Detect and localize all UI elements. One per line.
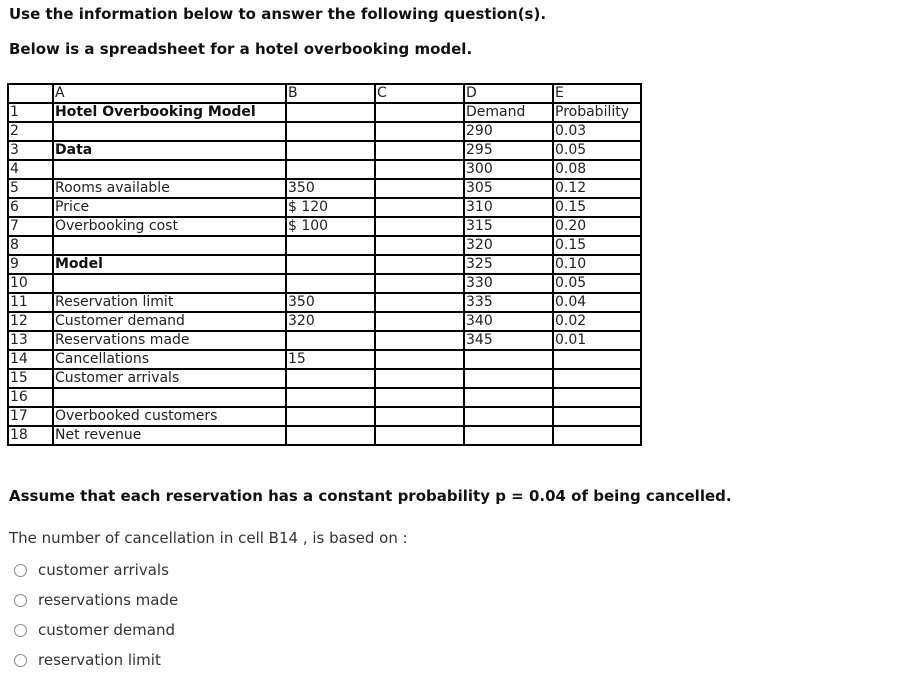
cell-b14: 15: [286, 350, 375, 369]
corner-cell: [8, 84, 53, 103]
cell-c14: [375, 350, 464, 369]
spreadsheet-row: [8, 350, 641, 369]
cell-d14: [464, 350, 553, 369]
cell-e12: 0.02: [553, 312, 641, 331]
cell-d3: 295: [464, 141, 553, 160]
cell-b5: 350: [286, 179, 375, 198]
cell-b13: [286, 331, 375, 350]
cell-c10: [375, 274, 464, 293]
cell-a18: Net revenue: [53, 426, 286, 445]
column-header-c: C: [375, 84, 464, 103]
cell-e16: [553, 388, 641, 407]
spreadsheet-row: [8, 426, 641, 445]
cell-a10: [53, 274, 286, 293]
cell-a11: Reservation limit: [53, 293, 286, 312]
cell-b10: [286, 274, 375, 293]
cell-a1: Hotel Overbooking Model: [53, 103, 286, 122]
column-header-row: [8, 84, 641, 103]
cell-e6: 0.15: [553, 198, 641, 217]
cell-d18: [464, 426, 553, 445]
cell-a8: [53, 236, 286, 255]
cell-b2: [286, 122, 375, 141]
cell-e4: 0.08: [553, 160, 641, 179]
instruction-heading: Use the information below to answer the following question(s).: [9, 5, 547, 23]
cell-e9: 0.10: [553, 255, 641, 274]
cell-e3: 0.05: [553, 141, 641, 160]
spreadsheet-row: [8, 198, 641, 217]
cell-e18: [553, 426, 641, 445]
answer-option-label[interactable]: reservations made: [38, 591, 179, 609]
answer-option[interactable]: [14, 645, 178, 675]
column-header-a: A: [53, 84, 286, 103]
spreadsheet-table: [7, 83, 642, 446]
spreadsheet-row: [8, 179, 641, 198]
spreadsheet-row: [8, 331, 641, 350]
cell-e11: 0.04: [553, 293, 641, 312]
radio-button[interactable]: [14, 654, 27, 667]
cell-e14: [553, 350, 641, 369]
spreadsheet-row: [8, 236, 641, 255]
cell-c12: [375, 312, 464, 331]
spreadsheet-row: [8, 217, 641, 236]
cell-c18: [375, 426, 464, 445]
cell-c16: [375, 388, 464, 407]
cell-a2: [53, 122, 286, 141]
row-number: 18: [8, 426, 53, 445]
cell-b9: [286, 255, 375, 274]
cell-a5: Rooms available: [53, 179, 286, 198]
cell-d13: 345: [464, 331, 553, 350]
intro-heading: Below is a spreadsheet for a hotel overbooking model.: [9, 40, 473, 58]
row-number: 1: [8, 103, 53, 122]
cell-e15: [553, 369, 641, 388]
cell-d11: 335: [464, 293, 553, 312]
answer-option-label[interactable]: reservation limit: [38, 651, 161, 669]
cell-d5: 305: [464, 179, 553, 198]
cell-a16: [53, 388, 286, 407]
spreadsheet-row: [8, 122, 641, 141]
answer-option-label[interactable]: customer arrivals: [38, 561, 169, 579]
cell-b7: $ 100: [286, 217, 375, 236]
answer-option[interactable]: [14, 615, 178, 645]
cell-e13: 0.01: [553, 331, 641, 350]
cell-c5: [375, 179, 464, 198]
cell-a13: Reservations made: [53, 331, 286, 350]
cell-a7: Overbooking cost: [53, 217, 286, 236]
radio-button[interactable]: [14, 564, 27, 577]
row-number: 4: [8, 160, 53, 179]
row-number: 2: [8, 122, 53, 141]
cell-c3: [375, 141, 464, 160]
cell-b11: 350: [286, 293, 375, 312]
cell-e8: 0.15: [553, 236, 641, 255]
cell-d16: [464, 388, 553, 407]
row-number: 14: [8, 350, 53, 369]
cell-d2: 290: [464, 122, 553, 141]
spreadsheet-row: [8, 312, 641, 331]
cell-c7: [375, 217, 464, 236]
answer-options: [14, 555, 178, 675]
question-text: The number of cancellation in cell B14 , is based on :: [9, 529, 408, 547]
cell-e1: Probability: [553, 103, 641, 122]
cell-b3: [286, 141, 375, 160]
cell-c11: [375, 293, 464, 312]
cell-c15: [375, 369, 464, 388]
cell-b16: [286, 388, 375, 407]
cell-d9: 325: [464, 255, 553, 274]
row-number: 12: [8, 312, 53, 331]
cell-b17: [286, 407, 375, 426]
cell-c4: [375, 160, 464, 179]
cell-e5: 0.12: [553, 179, 641, 198]
row-number: 16: [8, 388, 53, 407]
cell-d6: 310: [464, 198, 553, 217]
spreadsheet-row: [8, 103, 641, 122]
cell-b12: 320: [286, 312, 375, 331]
cell-b6: $ 120: [286, 198, 375, 217]
cell-e7: 0.20: [553, 217, 641, 236]
cell-c17: [375, 407, 464, 426]
row-number: 9: [8, 255, 53, 274]
cell-b1: [286, 103, 375, 122]
column-header-b: B: [286, 84, 375, 103]
cell-d17: [464, 407, 553, 426]
cell-e10: 0.05: [553, 274, 641, 293]
spreadsheet-row: [8, 407, 641, 426]
cell-e17: [553, 407, 641, 426]
spreadsheet-row: [8, 255, 641, 274]
cell-c9: [375, 255, 464, 274]
cell-e2: 0.03: [553, 122, 641, 141]
cell-c8: [375, 236, 464, 255]
cell-d8: 320: [464, 236, 553, 255]
row-number: 11: [8, 293, 53, 312]
cell-a15: Customer arrivals: [53, 369, 286, 388]
cell-b8: [286, 236, 375, 255]
cell-d10: 330: [464, 274, 553, 293]
spreadsheet-body: [8, 84, 641, 445]
cell-c2: [375, 122, 464, 141]
row-number: 7: [8, 217, 53, 236]
cell-c13: [375, 331, 464, 350]
assumption-text: Assume that each reservation has a constant probability p = 0.04 of being cancelled.: [9, 487, 732, 505]
cell-a12: Customer demand: [53, 312, 286, 331]
cell-a4: [53, 160, 286, 179]
spreadsheet-row: [8, 141, 641, 160]
answer-option[interactable]: [14, 555, 178, 585]
spreadsheet-row: [8, 369, 641, 388]
column-header-d: D: [464, 84, 553, 103]
spreadsheet-row: [8, 274, 641, 293]
column-header-e: E: [553, 84, 641, 103]
row-number: 15: [8, 369, 53, 388]
spreadsheet-row: [8, 160, 641, 179]
cell-c1: [375, 103, 464, 122]
cell-b15: [286, 369, 375, 388]
radio-button[interactable]: [14, 594, 27, 607]
row-number: 5: [8, 179, 53, 198]
answer-option[interactable]: [14, 585, 178, 615]
row-number: 6: [8, 198, 53, 217]
cell-d4: 300: [464, 160, 553, 179]
row-number: 8: [8, 236, 53, 255]
cell-a3: Data: [53, 141, 286, 160]
cell-d12: 340: [464, 312, 553, 331]
row-number: 10: [8, 274, 53, 293]
row-number: 3: [8, 141, 53, 160]
spreadsheet-row: [8, 293, 641, 312]
cell-d7: 315: [464, 217, 553, 236]
spreadsheet-row: [8, 388, 641, 407]
cell-a6: Price: [53, 198, 286, 217]
row-number: 17: [8, 407, 53, 426]
radio-button[interactable]: [14, 624, 27, 637]
cell-b4: [286, 160, 375, 179]
answer-option-label[interactable]: customer demand: [38, 621, 175, 639]
cell-a17: Overbooked customers: [53, 407, 286, 426]
cell-a14: Cancellations: [53, 350, 286, 369]
row-number: 13: [8, 331, 53, 350]
cell-d15: [464, 369, 553, 388]
cell-b18: [286, 426, 375, 445]
cell-d1: Demand: [464, 103, 553, 122]
cell-c6: [375, 198, 464, 217]
cell-a9: Model: [53, 255, 286, 274]
